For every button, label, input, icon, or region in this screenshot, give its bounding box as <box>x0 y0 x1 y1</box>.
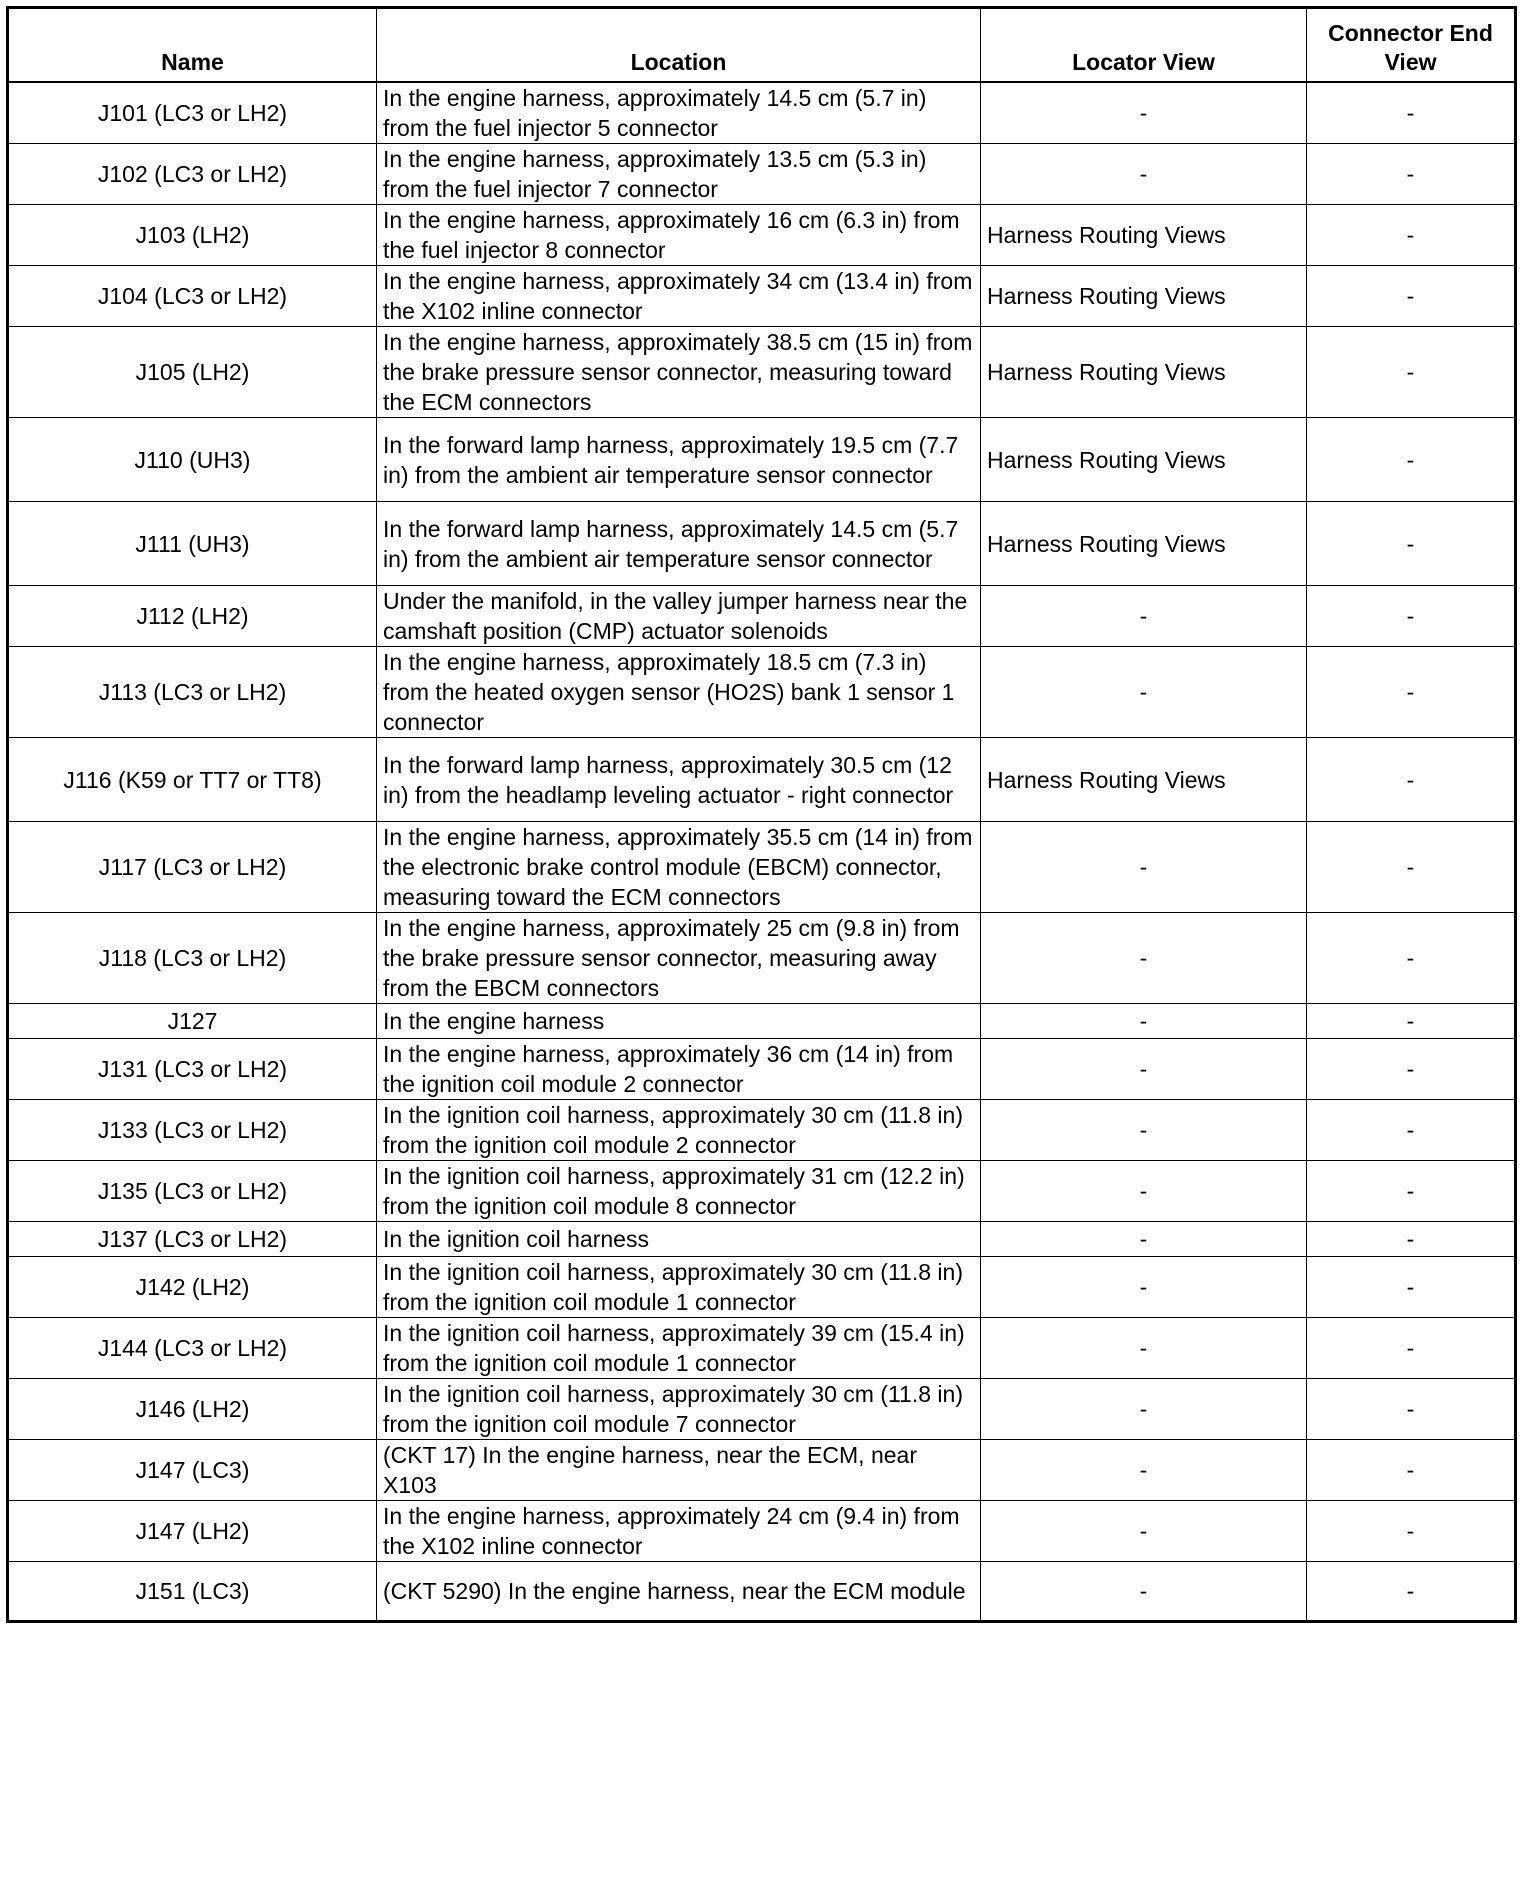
cell-location: In the engine harness, approximately 25 cm (9.8 in) from the brake pressure sensor connector, measuring away from the EBCM connectors <box>377 913 981 1004</box>
table-row <box>8 647 1516 738</box>
cell-location: In the forward lamp harness, approximately 14.5 cm (5.7 in) from the ambient air temperature sensor connector <box>377 502 981 586</box>
cell-name: J110 (UH3) <box>8 418 377 502</box>
cell-location: In the engine harness, approximately 18.5 cm (7.3 in) from the heated oxygen sensor (HO2S) bank 1 sensor 1 connector <box>377 647 981 738</box>
cell-location: In the engine harness, approximately 24 cm (9.4 in) from the X102 inline connector <box>377 1501 981 1562</box>
cell-locator-view: Harness Routing Views <box>981 418 1307 502</box>
cell-name: J127 <box>8 1004 377 1039</box>
cell-name: J105 (LH2) <box>8 327 377 418</box>
cell-name: J146 (LH2) <box>8 1379 377 1440</box>
connector-table <box>6 6 1517 1623</box>
table-row <box>8 502 1516 586</box>
cell-locator-view: - <box>981 1440 1307 1501</box>
cell-name: J101 (LC3 or LH2) <box>8 82 377 144</box>
table-row <box>8 913 1516 1004</box>
table-header-row <box>8 8 1516 83</box>
cell-name: J112 (LH2) <box>8 586 377 647</box>
table-row <box>8 144 1516 205</box>
table-row <box>8 82 1516 144</box>
header-location: Location <box>377 8 981 83</box>
cell-name: J113 (LC3 or LH2) <box>8 647 377 738</box>
cell-location: In the engine harness, approximately 13.5 cm (5.3 in) from the fuel injector 7 connector <box>377 144 981 205</box>
cell-name: J116 (K59 or TT7 or TT8) <box>8 738 377 822</box>
table-row <box>8 205 1516 266</box>
cell-locator-view: Harness Routing Views <box>981 738 1307 822</box>
table-row <box>8 327 1516 418</box>
cell-connector-end-view: - <box>1307 502 1516 586</box>
cell-location: In the forward lamp harness, approximately 19.5 cm (7.7 in) from the ambient air temperature sensor connector <box>377 418 981 502</box>
cell-locator-view: - <box>981 1562 1307 1622</box>
cell-connector-end-view: - <box>1307 1440 1516 1501</box>
cell-name: J102 (LC3 or LH2) <box>8 144 377 205</box>
cell-name: J142 (LH2) <box>8 1257 377 1318</box>
cell-location: In the ignition coil harness, approximately 30 cm (11.8 in) from the ignition coil module 2 connector <box>377 1100 981 1161</box>
cell-name: J147 (LC3) <box>8 1440 377 1501</box>
cell-location: In the engine harness, approximately 34 cm (13.4 in) from the X102 inline connector <box>377 266 981 327</box>
table-row <box>8 1318 1516 1379</box>
cell-connector-end-view: - <box>1307 205 1516 266</box>
cell-name: J118 (LC3 or LH2) <box>8 913 377 1004</box>
table-row <box>8 1004 1516 1039</box>
cell-connector-end-view: - <box>1307 266 1516 327</box>
cell-location: In the engine harness <box>377 1004 981 1039</box>
cell-locator-view: - <box>981 1100 1307 1161</box>
cell-locator-view: Harness Routing Views <box>981 205 1307 266</box>
cell-connector-end-view: - <box>1307 1161 1516 1222</box>
cell-locator-view: Harness Routing Views <box>981 266 1307 327</box>
table-row <box>8 1039 1516 1100</box>
cell-locator-view: - <box>981 82 1307 144</box>
cell-connector-end-view: - <box>1307 1562 1516 1622</box>
cell-name: J137 (LC3 or LH2) <box>8 1222 377 1257</box>
cell-connector-end-view: - <box>1307 1100 1516 1161</box>
cell-connector-end-view: - <box>1307 913 1516 1004</box>
cell-name: J147 (LH2) <box>8 1501 377 1562</box>
cell-name: J133 (LC3 or LH2) <box>8 1100 377 1161</box>
table-row <box>8 1100 1516 1161</box>
cell-connector-end-view: - <box>1307 418 1516 502</box>
cell-locator-view: - <box>981 822 1307 913</box>
table-row <box>8 266 1516 327</box>
cell-locator-view: - <box>981 1318 1307 1379</box>
cell-connector-end-view: - <box>1307 1222 1516 1257</box>
table-row <box>8 1562 1516 1622</box>
cell-location: (CKT 17) In the engine harness, near the ECM, near X103 <box>377 1440 981 1501</box>
table-body <box>8 82 1516 1622</box>
table-row <box>8 822 1516 913</box>
cell-connector-end-view: - <box>1307 327 1516 418</box>
table-row <box>8 738 1516 822</box>
cell-location: In the engine harness, approximately 16 cm (6.3 in) from the fuel injector 8 connector <box>377 205 981 266</box>
cell-locator-view: - <box>981 586 1307 647</box>
cell-name: J111 (UH3) <box>8 502 377 586</box>
cell-location: In the ignition coil harness, approximately 39 cm (15.4 in) from the ignition coil module 1 connector <box>377 1318 981 1379</box>
cell-name: J131 (LC3 or LH2) <box>8 1039 377 1100</box>
cell-locator-view: - <box>981 1501 1307 1562</box>
table-row <box>8 586 1516 647</box>
table-row <box>8 1161 1516 1222</box>
cell-connector-end-view: - <box>1307 738 1516 822</box>
cell-locator-view: - <box>981 1222 1307 1257</box>
cell-locator-view: - <box>981 144 1307 205</box>
cell-locator-view: Harness Routing Views <box>981 502 1307 586</box>
header-name: Name <box>8 8 377 83</box>
cell-locator-view: - <box>981 913 1307 1004</box>
cell-connector-end-view: - <box>1307 1318 1516 1379</box>
cell-name: J104 (LC3 or LH2) <box>8 266 377 327</box>
cell-location: In the ignition coil harness <box>377 1222 981 1257</box>
cell-locator-view: - <box>981 1039 1307 1100</box>
cell-locator-view: - <box>981 1257 1307 1318</box>
cell-connector-end-view: - <box>1307 822 1516 913</box>
cell-name: J103 (LH2) <box>8 205 377 266</box>
cell-connector-end-view: - <box>1307 1039 1516 1100</box>
cell-connector-end-view: - <box>1307 82 1516 144</box>
table-row <box>8 1257 1516 1318</box>
cell-location: In the ignition coil harness, approximately 30 cm (11.8 in) from the ignition coil module 1 connector <box>377 1257 981 1318</box>
table-row <box>8 1379 1516 1440</box>
cell-name: J135 (LC3 or LH2) <box>8 1161 377 1222</box>
cell-locator-view: - <box>981 1161 1307 1222</box>
table-row <box>8 1222 1516 1257</box>
table-row <box>8 1440 1516 1501</box>
cell-location: In the engine harness, approximately 38.5 cm (15 in) from the brake pressure sensor connector, measuring toward the ECM connectors <box>377 327 981 418</box>
cell-location: In the engine harness, approximately 14.5 cm (5.7 in) from the fuel injector 5 connector <box>377 82 981 144</box>
cell-location: (CKT 5290) In the engine harness, near the ECM module <box>377 1562 981 1622</box>
cell-connector-end-view: - <box>1307 586 1516 647</box>
cell-location: In the engine harness, approximately 36 cm (14 in) from the ignition coil module 2 connector <box>377 1039 981 1100</box>
cell-name: J117 (LC3 or LH2) <box>8 822 377 913</box>
cell-locator-view: - <box>981 647 1307 738</box>
cell-location: In the engine harness, approximately 35.5 cm (14 in) from the electronic brake control module (EBCM) connector, measuring toward the ECM connectors <box>377 822 981 913</box>
connector-table-document <box>6 6 1514 1623</box>
cell-name: J151 (LC3) <box>8 1562 377 1622</box>
cell-connector-end-view: - <box>1307 1379 1516 1440</box>
cell-connector-end-view: - <box>1307 144 1516 205</box>
cell-location: In the ignition coil harness, approximately 30 cm (11.8 in) from the ignition coil module 7 connector <box>377 1379 981 1440</box>
cell-connector-end-view: - <box>1307 1257 1516 1318</box>
table-row <box>8 418 1516 502</box>
cell-locator-view: Harness Routing Views <box>981 327 1307 418</box>
header-locator-view: Locator View <box>981 8 1307 83</box>
cell-location: In the ignition coil harness, approximately 31 cm (12.2 in) from the ignition coil module 8 connector <box>377 1161 981 1222</box>
cell-name: J144 (LC3 or LH2) <box>8 1318 377 1379</box>
cell-locator-view: - <box>981 1379 1307 1440</box>
cell-connector-end-view: - <box>1307 647 1516 738</box>
cell-location: Under the manifold, in the valley jumper harness near the camshaft position (CMP) actuator solenoids <box>377 586 981 647</box>
cell-locator-view: - <box>981 1004 1307 1039</box>
cell-connector-end-view: - <box>1307 1501 1516 1562</box>
table-row <box>8 1501 1516 1562</box>
cell-connector-end-view: - <box>1307 1004 1516 1039</box>
cell-location: In the forward lamp harness, approximately 30.5 cm (12 in) from the headlamp leveling actuator - right connector <box>377 738 981 822</box>
header-connector-end-view: Connector End View <box>1307 8 1516 83</box>
